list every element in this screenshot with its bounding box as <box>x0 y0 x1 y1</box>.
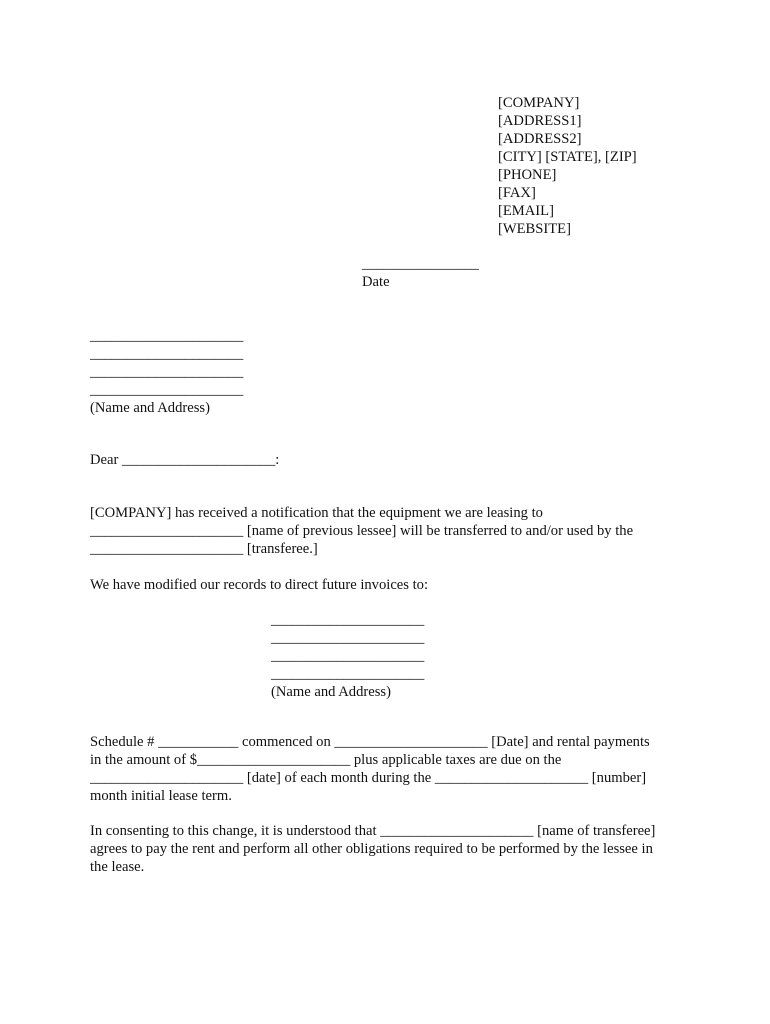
notification-paragraph <box>90 504 633 558</box>
recipient-caption: (Name and Address) <box>90 400 210 416</box>
paragraph-line: Schedule # ___________ commenced on _____________________ [Date] and rental payments <box>90 734 650 750</box>
date-blank: ________________ <box>362 256 479 272</box>
invoice-blank-line: _____________________ <box>271 648 425 664</box>
consent-paragraph <box>90 822 655 876</box>
company-header-block <box>498 94 637 238</box>
company-address1: [ADDRESS1] <box>498 113 582 129</box>
company-email: [EMAIL] <box>498 203 554 219</box>
schedule-paragraph <box>90 733 650 805</box>
date-block <box>362 255 479 291</box>
company-fax: [FAX] <box>498 185 536 201</box>
invoice-blank-line: _____________________ <box>271 612 425 628</box>
salutation: Dear _____________________: <box>90 452 280 468</box>
company-address2: [ADDRESS2] <box>498 131 582 147</box>
date-label: Date <box>362 274 390 290</box>
company-name: [COMPANY] <box>498 95 580 111</box>
recipient-blank-line: _____________________ <box>90 364 244 380</box>
paragraph-line: _____________________ [name of previous lessee] will be transferred to and/or used by the <box>90 523 634 539</box>
invoice-blank-line: _____________________ <box>271 666 425 682</box>
paragraph-line: month initial lease term. <box>90 788 232 804</box>
company-city-state-zip: [CITY] [STATE], [ZIP] <box>498 149 637 165</box>
paragraph-line: [COMPANY] has received a notification that the equipment we are leasing to <box>90 505 543 521</box>
paragraph-line: _____________________ [transferee.] <box>90 541 318 557</box>
recipient-block <box>90 327 243 417</box>
recipient-blank-line: _____________________ <box>90 328 244 344</box>
paragraph-line: the lease. <box>90 859 145 875</box>
invoice-address-block <box>271 611 424 701</box>
paragraph-line: agrees to pay the rent and perform all other obligations required to be performed by the lessee in <box>90 841 653 857</box>
invoice-blank-line: _____________________ <box>271 630 425 646</box>
paragraph-line: in the amount of $_____________________ plus applicable taxes are due on the <box>90 752 562 768</box>
records-paragraph: We have modified our records to direct future invoices to: <box>90 577 429 593</box>
recipient-blank-line: _____________________ <box>90 346 244 362</box>
paragraph-line: _____________________ [date] of each month during the _____________________ [number] <box>90 770 647 786</box>
recipient-blank-line: _____________________ <box>90 382 244 398</box>
company-phone: [PHONE] <box>498 167 557 183</box>
invoice-caption: (Name and Address) <box>271 684 391 700</box>
paragraph-line: In consenting to this change, it is understood that _____________________ [name of transferee] <box>90 823 656 839</box>
company-website: [WEBSITE] <box>498 221 571 237</box>
